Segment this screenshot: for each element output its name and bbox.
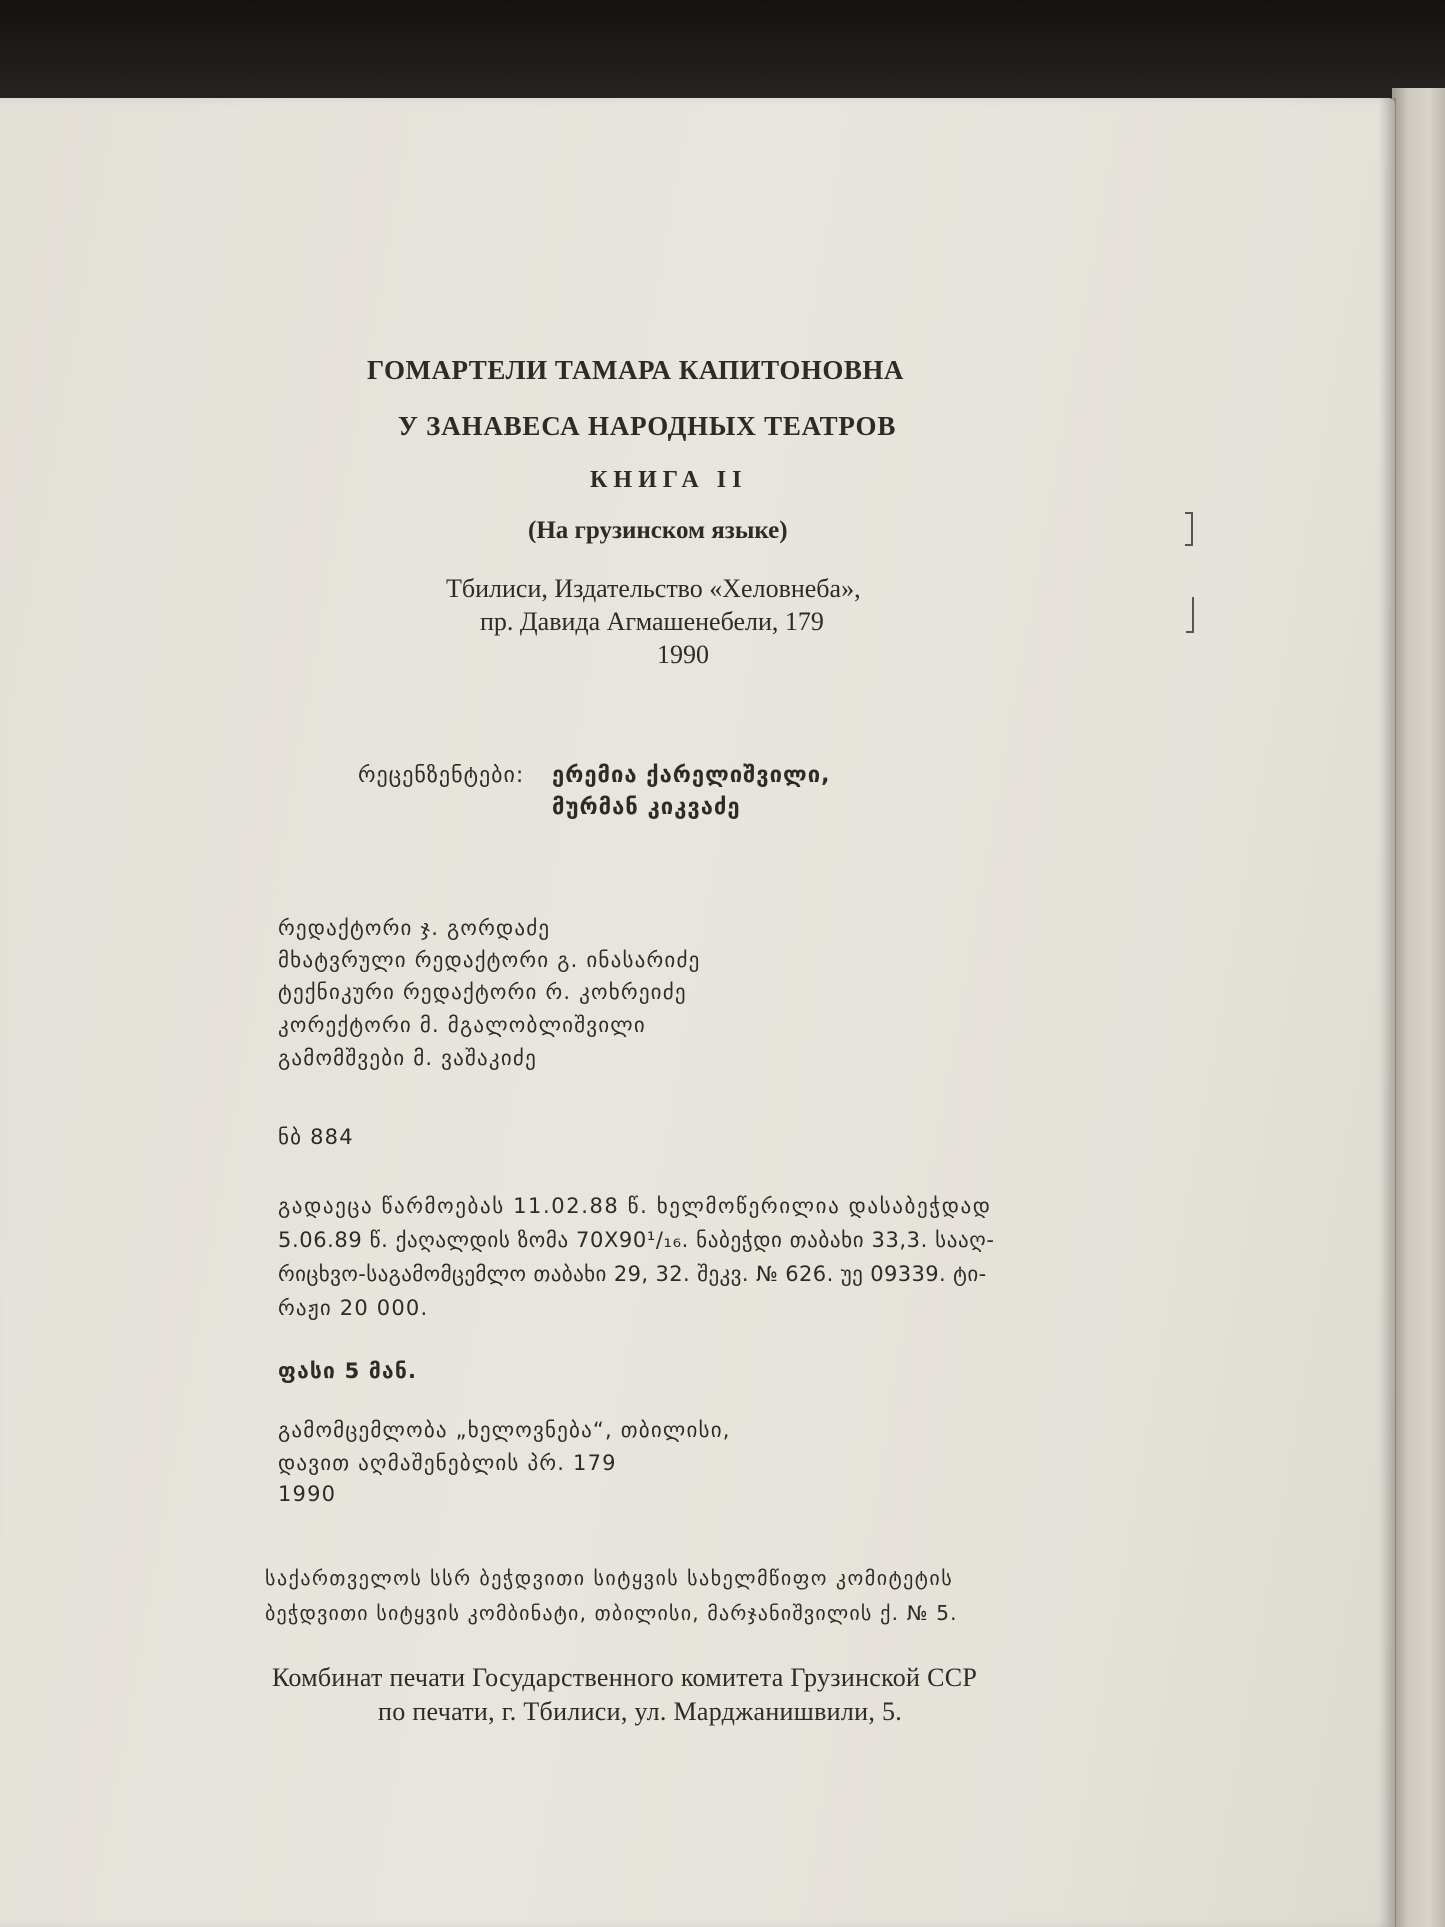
publisher-line-1: Тбилиси, Издательство «Хеловнеба», bbox=[446, 574, 861, 603]
book-volume: КНИГА II bbox=[590, 467, 748, 493]
author-name: ГОМАРТЕЛИ ТАМАРА КАПИТОНОВНА bbox=[367, 355, 904, 385]
staff-proofreader: კორექტორი მ. მგალობლიშვილი bbox=[278, 1013, 646, 1037]
staff-issuer: გამომშვები მ. ვაშაკიძე bbox=[278, 1046, 537, 1070]
georgian-publisher-line: გამომცემლობა „ხელოვნება“, თბილისი, bbox=[278, 1418, 731, 1442]
publication-year: 1990 bbox=[657, 640, 709, 669]
staff-technical-editor: ტექნიკური რედაქტორი რ. კოხრეიძე bbox=[278, 980, 687, 1004]
reviewers-label: რეცენზენტები: bbox=[358, 763, 525, 788]
georgian-publisher-year: 1990 bbox=[278, 1482, 337, 1506]
russian-printer-line: по печати, г. Тбилиси, ул. Марджанишвили, 5. bbox=[378, 1697, 903, 1726]
next-page-edge bbox=[1392, 88, 1445, 1927]
publisher-line-2: пр. Давида Агмашенебели, 179 bbox=[480, 607, 824, 636]
price: ფასი 5 მან. bbox=[278, 1359, 418, 1383]
print-detail-line: რაჟი 20 000. bbox=[278, 1296, 429, 1320]
print-detail-line: 5.06.89 წ. ქაღალდის ზომა 70X90¹/₁₆. ნაბეჭდი თაბახი 33,3. სააღ- bbox=[278, 1228, 995, 1252]
georgian-printer-line: საქართველოს სსრ ბეჭდვითი სიტყვის სახელმწიფო კომიტეტის bbox=[265, 1566, 954, 1590]
staff-editor: რედაქტორი ჯ. გორდაძე bbox=[278, 916, 551, 940]
book-title: У ЗАНАВЕСА НАРОДНЫХ ТЕАТРОВ bbox=[398, 411, 897, 441]
russian-printer-line: Комбинат печати Государственного комитета Грузинской ССР bbox=[272, 1663, 978, 1692]
georgian-printer-line: ბეჭდვითი სიტყვის კომბინატი, თბილისი, მარჯანიშვილის ქ. № 5. bbox=[265, 1601, 958, 1625]
language-note: (На грузинском языке) bbox=[528, 517, 788, 544]
reviewer-name-2: მურმან კიკვაძე bbox=[552, 795, 741, 820]
print-detail-line: გადაეცა წარმოებას 11.02.88 წ. ხელმოწერილია დასაბეჭდად bbox=[278, 1194, 992, 1218]
margin-mark bbox=[1185, 512, 1193, 546]
reviewer-name-1: ერემია ქარელიშვილი, bbox=[552, 763, 831, 788]
page-edge-shadow bbox=[1378, 98, 1396, 1927]
staff-art-editor: მხატვრული რედაქტორი გ. ინასარიძე bbox=[278, 948, 701, 972]
order-number: ნბ 884 bbox=[278, 1125, 354, 1149]
print-detail-line: რიცხვო-საგამომცემლო თაბახი 29, 32. შეკვ. № 626. უე 09339. ტი- bbox=[278, 1262, 987, 1286]
margin-mark bbox=[1186, 597, 1194, 633]
dark-background-top bbox=[0, 0, 1445, 112]
georgian-publisher-line: დავით აღმაშენებლის პრ. 179 bbox=[278, 1451, 617, 1475]
